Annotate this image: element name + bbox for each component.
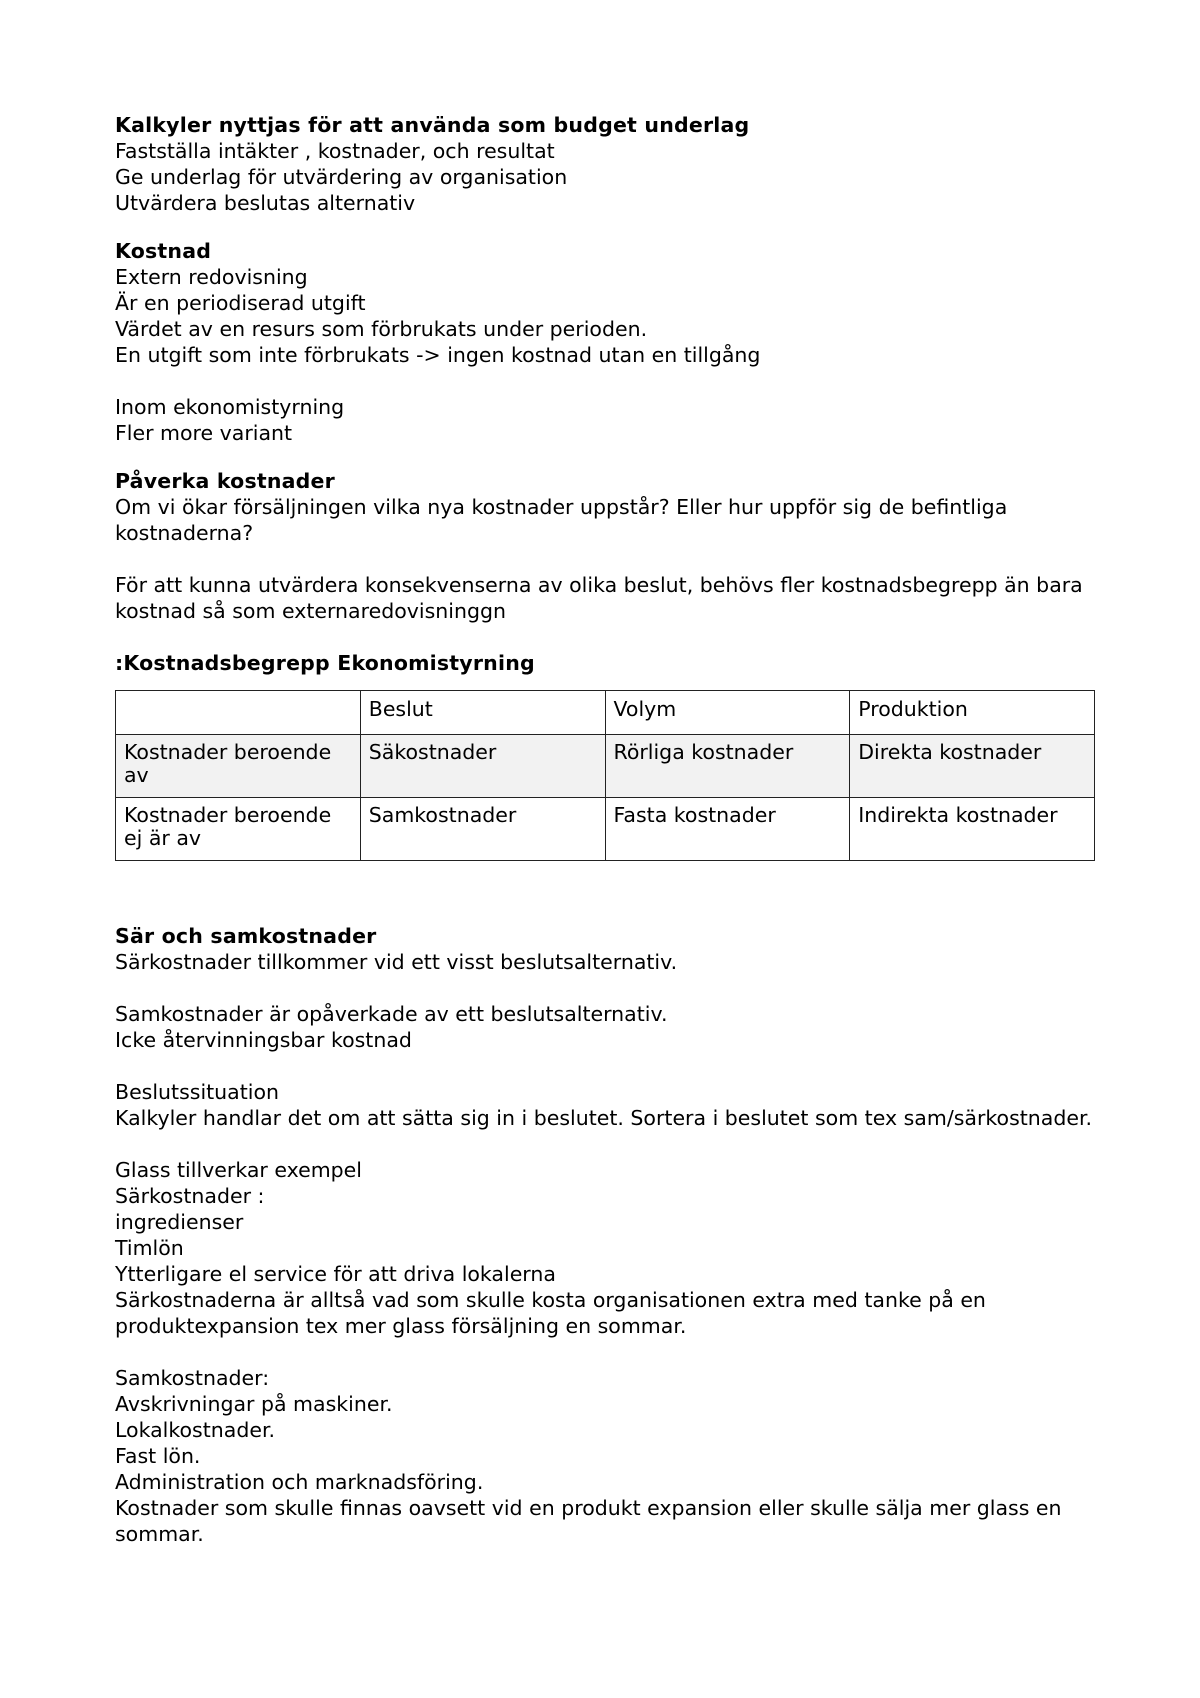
paverka-paragraph: Om vi ökar försäljningen vilka nya kostnader uppstår? Eller hur uppför sig de befintliga kostnaderna?	[115, 495, 1008, 545]
glass-sar-label: Särkostnader :	[115, 1184, 265, 1208]
glass-title: Glass tillverkar exempel	[115, 1158, 362, 1182]
situation-text: Kalkyler handlar det om att sätta sig in i beslutet. Sortera i beslutet som tex sam/särkostnader.	[115, 1106, 1093, 1130]
kostnad-heading: Kostnad	[115, 239, 212, 263]
situation-title: Beslutssituation	[115, 1080, 279, 1104]
table-header-cell: Beslut	[360, 691, 605, 735]
intro-line: Ge underlag för utvärdering av organisation	[115, 165, 568, 189]
list-item: Ytterligare el service för att driva lokalerna	[115, 1262, 556, 1286]
glass-sar-summary: Särkostnaderna är alltså vad som skulle kosta organisationen extra med tanke på en produktexpansion tex mer glass försäljning en sommar.	[115, 1288, 986, 1338]
list-item: Administration och marknadsföring.	[115, 1470, 484, 1494]
list-item: Timlön	[115, 1236, 184, 1260]
table-row	[116, 735, 1095, 798]
sar-text: Samkostnader är opåverkade av ett beslutsalternativ.	[115, 1002, 668, 1026]
kostnad-line: En utgift som inte förbrukats -> ingen kostnad utan en tillgång	[115, 343, 761, 367]
table-cell: Indirekta kostnader	[850, 798, 1095, 861]
paverka-paragraph: För att kunna utvärdera konsekvenserna av olika beslut, behövs fler kostnadsbegrepp än bara kostnad så som externaredovisninggn	[115, 573, 1083, 623]
list-item: Fast lön.	[115, 1444, 201, 1468]
kostnad-line: Värdet av en resurs som förbrukats under perioden.	[115, 317, 648, 341]
table-header-cell	[116, 691, 361, 735]
kostnad-line: Är en periodiserad utgift	[115, 291, 366, 315]
list-item: Avskrivningar på maskiner.	[115, 1392, 393, 1416]
table-row	[116, 798, 1095, 861]
sar-text: Icke återvinningsbar kostnad	[115, 1028, 412, 1052]
intro-line: Utvärdera beslutas alternativ	[115, 191, 416, 215]
glass-sam-summary: Kostnader som skulle finnas oavsett vid en produkt expansion eller skulle sälja mer glass en sommar.	[115, 1496, 1062, 1546]
intro-heading: Kalkyler nyttjas för att använda som budget underlag	[115, 113, 750, 137]
document-body	[115, 112, 1095, 1547]
table-cell: Kostnader beroende ej är av	[116, 798, 361, 861]
table-cell: Kostnader beroende av	[116, 735, 361, 798]
table-cell: Direkta kostnader	[850, 735, 1095, 798]
table-header-cell: Produktion	[850, 691, 1095, 735]
kostnad-extra-line: Inom ekonomistyrning	[115, 395, 345, 419]
list-item: Lokalkostnader.	[115, 1418, 276, 1442]
kostnad-line: Extern redovisning	[115, 265, 308, 289]
list-item: ingredienser	[115, 1210, 244, 1234]
table-cell: Rörliga kostnader	[605, 735, 850, 798]
sar-text: Särkostnader tillkommer vid ett visst beslutsalternativ.	[115, 950, 678, 974]
begrepp-heading: :Kostnadsbegrepp Ekonomistyrning	[115, 651, 535, 675]
table-cell: Fasta kostnader	[605, 798, 850, 861]
sar-heading: Sär och samkostnader	[115, 924, 377, 948]
table-cell: Samkostnader	[360, 798, 605, 861]
kostnadsbegrepp-table	[115, 690, 1095, 861]
kostnad-extra-line: Fler more variant	[115, 421, 293, 445]
table-cell: Säkostnader	[360, 735, 605, 798]
intro-line: Fastställa intäkter , kostnader, och resultat	[115, 139, 555, 163]
paverka-heading: Påverka kostnader	[115, 469, 335, 493]
table-header-cell: Volym	[605, 691, 850, 735]
table-header-row	[116, 691, 1095, 735]
glass-sam-label: Samkostnader:	[115, 1366, 270, 1390]
